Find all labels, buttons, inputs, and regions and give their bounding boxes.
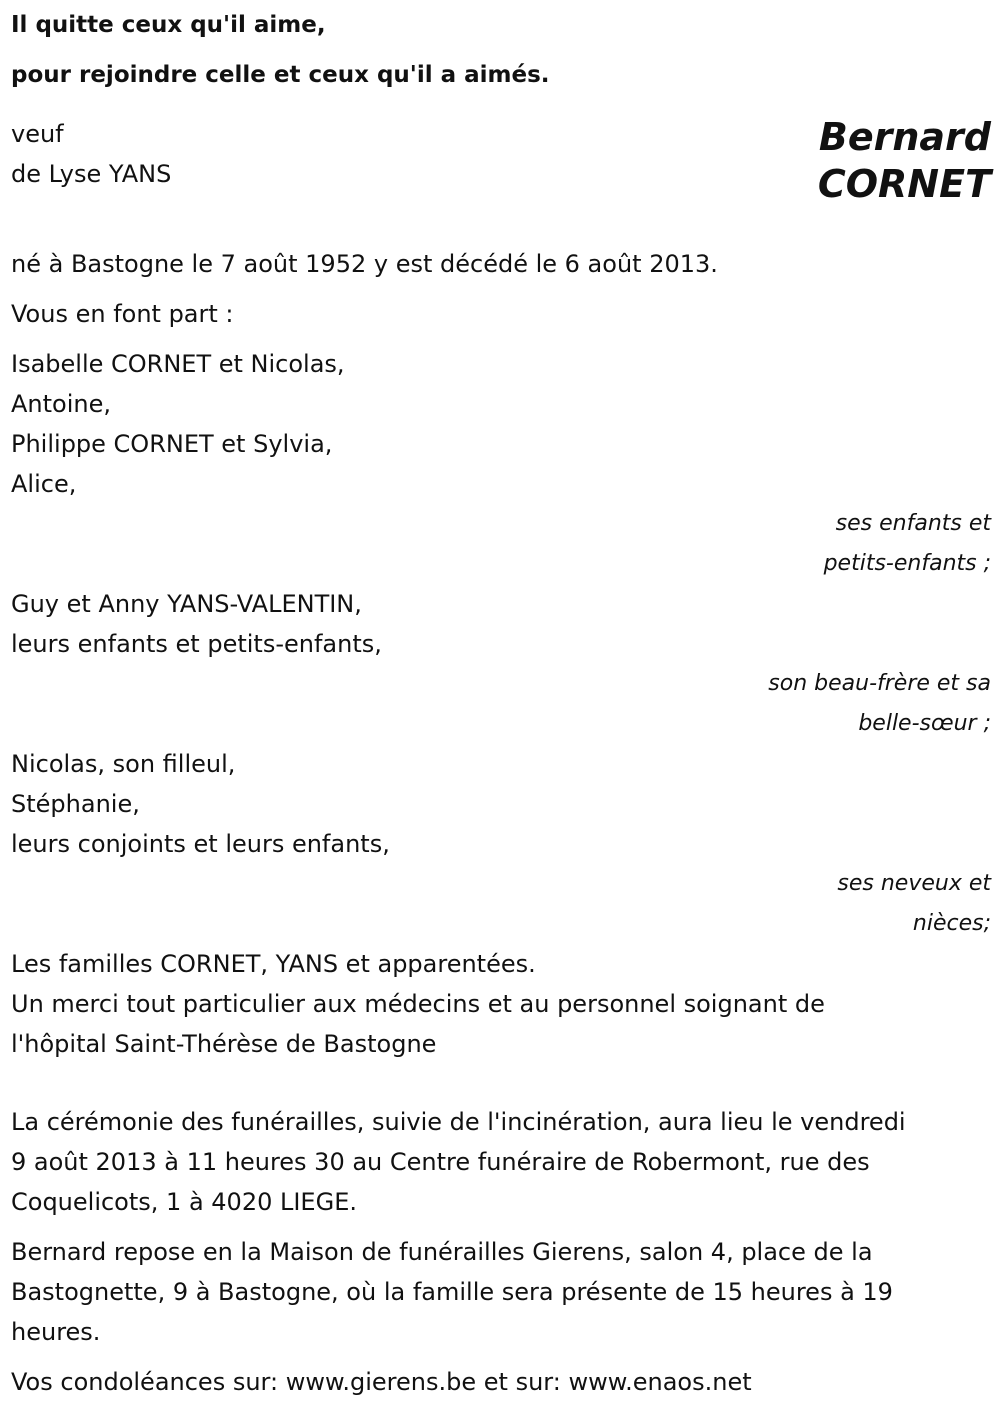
rest-line: Bernard repose en la Maison de funérailles Gierens, salon 4, place de la <box>11 1238 873 1266</box>
family-name-line: Philippe CORNET et Sylvia, <box>11 430 333 458</box>
rest-paragraph <box>11 1232 991 1352</box>
children-group <box>11 344 991 584</box>
thanks-line-2: l'hôpital Saint-Thérèse de Bastogne <box>11 1030 437 1058</box>
marital-status <box>11 114 171 194</box>
motto-line-1: Il quitte ceux qu'il aime, <box>11 12 326 38</box>
deceased-name <box>818 114 991 208</box>
ceremony-line: 9 août 2013 à 11 heures 30 au Centre funéraire de Robermont, rue des <box>11 1148 870 1176</box>
rest-line: heures. <box>11 1318 101 1346</box>
in-laws-group <box>11 584 991 744</box>
family-name-line: Isabelle CORNET et Nicolas, <box>11 350 345 378</box>
ceremony-paragraph <box>11 1102 991 1222</box>
deceased-first-name: Bernard <box>818 115 991 159</box>
obituary-notice <box>11 0 991 1402</box>
birth-death-line: né à Bastogne le 7 août 1952 y est décédé le 6 août 2013. <box>11 250 718 278</box>
condolences-line: Vos condoléances sur: www.gierens.be et sur: www.enaos.net <box>11 1368 752 1396</box>
deceased-last-name: CORNET <box>817 162 991 206</box>
family-name-line: leurs conjoints et leurs enfants, <box>11 830 390 858</box>
relation-label: son beau-frère et sa <box>768 671 991 696</box>
relation-label: belle-sœur ; <box>858 711 991 736</box>
family-name-line: Stéphanie, <box>11 790 140 818</box>
ceremony-line: La cérémonie des funérailles, suivie de l'incinération, aura lieu le vendredi <box>11 1108 906 1136</box>
family-name-line: leurs enfants et petits-enfants, <box>11 630 382 658</box>
family-name-line: Nicolas, son filleul, <box>11 750 236 778</box>
announcement: Vous en font part : <box>11 300 234 328</box>
relation-label: ses neveux et <box>837 871 991 896</box>
relation-label: nièces; <box>912 911 991 936</box>
relation-label: ses enfants et <box>835 511 991 536</box>
nephews-group <box>11 744 991 944</box>
marital-status-line-1: veuf <box>11 120 64 148</box>
ceremony-line: Coquelicots, 1 à 4020 LIEGE. <box>11 1188 357 1216</box>
relation-label: petits-enfants ; <box>823 551 991 576</box>
thanks-line-1: Un merci tout particulier aux médecins et au personnel soignant de <box>11 990 825 1018</box>
families-line: Les familles CORNET, YANS et apparentées. <box>11 950 536 978</box>
family-name-line: Alice, <box>11 470 77 498</box>
motto <box>11 0 991 100</box>
motto-line-2: pour rejoindre celle et ceux qu'il a aimés. <box>11 62 550 88</box>
header-block <box>11 114 991 244</box>
family-name-line: Antoine, <box>11 390 111 418</box>
family-name-line: Guy et Anny YANS-VALENTIN, <box>11 590 362 618</box>
marital-status-line-2: de Lyse YANS <box>11 160 172 188</box>
rest-line: Bastognette, 9 à Bastogne, où la famille sera présente de 15 heures à 19 <box>11 1278 893 1306</box>
